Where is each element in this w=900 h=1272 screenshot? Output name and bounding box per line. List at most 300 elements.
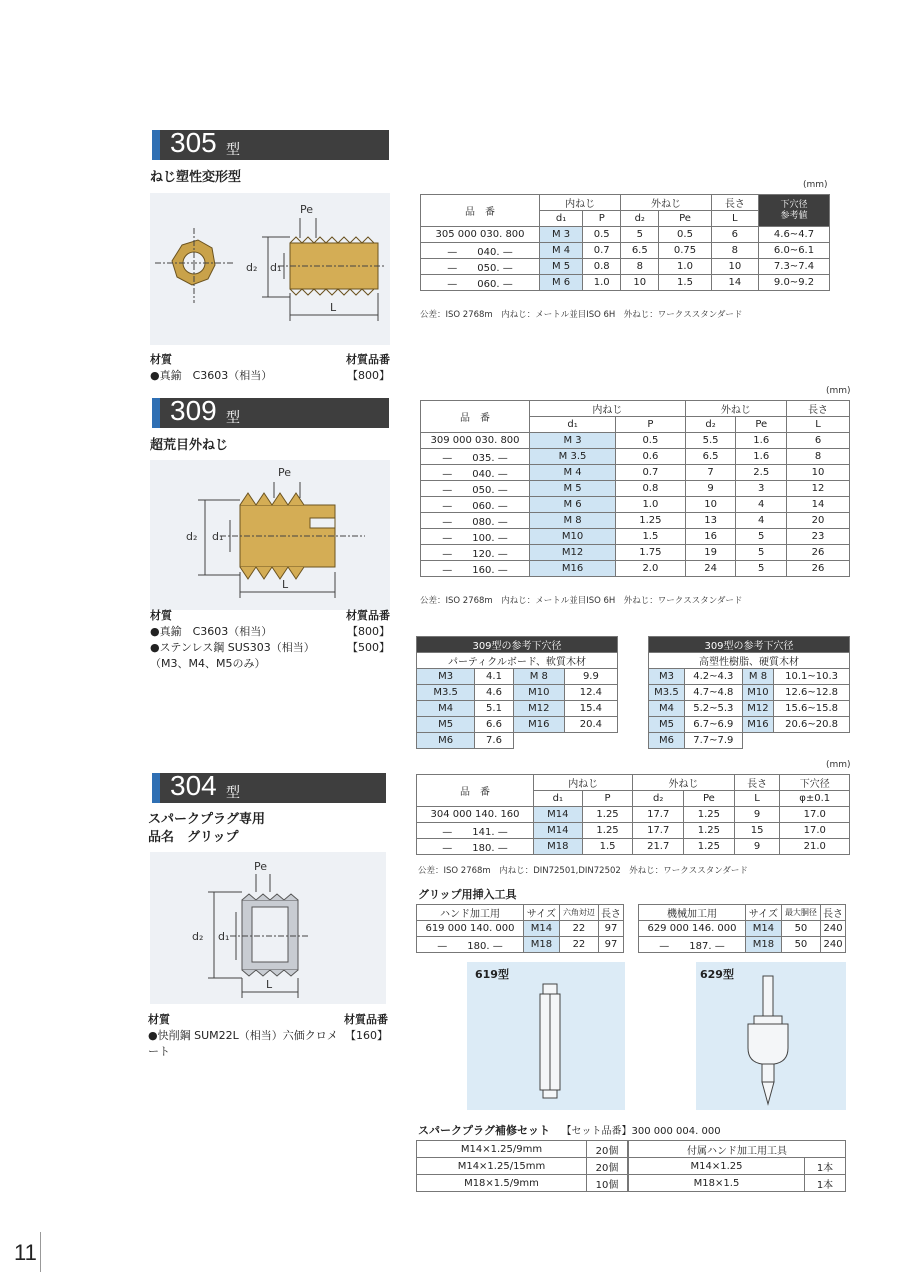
cell-pe: 5: [736, 561, 787, 577]
th-inner: 内ねじ: [530, 401, 686, 417]
section-type-suffix: 型: [226, 142, 240, 158]
cell-spec: M18×1.5: [629, 1175, 805, 1192]
cell-hole: 6.0~6.1: [759, 243, 830, 259]
cell-pe: 1.6: [736, 449, 787, 465]
table-row: [649, 733, 850, 749]
table-row: [421, 243, 830, 259]
cell-d2: 9: [685, 481, 736, 497]
pe-label: Pe: [278, 466, 292, 479]
cell-size: M 8: [513, 669, 564, 685]
cell-length: 240: [821, 937, 846, 953]
section-304-figure: [150, 852, 386, 1004]
cell-hole: 15.4: [564, 701, 617, 717]
cell-hole: 4.2~4.3: [684, 669, 742, 685]
table-row: [421, 481, 850, 497]
table-row: [417, 1158, 628, 1175]
hole-table-title: 309型の参考下穴径: [649, 637, 850, 653]
cell-pe: 3: [736, 481, 787, 497]
cell-d2: 6.5: [685, 449, 736, 465]
table-row: [417, 733, 618, 749]
cell-l: 10: [787, 465, 850, 481]
section-305-figure: [150, 193, 390, 345]
cell-part: — 120. —: [421, 545, 530, 561]
table-row: [417, 717, 618, 733]
cell-part: — 050. —: [421, 259, 540, 275]
cell-hole: 4.7~4.8: [684, 685, 742, 701]
material-code-label: 材質品番: [346, 609, 390, 622]
unit-305: (mm): [803, 180, 828, 190]
hole-table-soft: [416, 636, 618, 749]
pe-label: Pe: [300, 203, 314, 216]
cell-l: 20: [787, 513, 850, 529]
l-label: L: [266, 978, 273, 991]
th-hole: 下穴径: [780, 775, 850, 791]
cell-d2: 21.7: [633, 839, 684, 855]
cell-hex: 22: [559, 937, 598, 953]
cell-spec: M14×1.25: [629, 1158, 805, 1175]
cell-d2: 17.7: [633, 807, 684, 823]
th-d1: d₁: [540, 211, 583, 227]
cell-l: 14: [787, 497, 850, 513]
cell-hole: 4.1: [475, 669, 514, 685]
tool-629-figure: [696, 962, 846, 1110]
cell-d2: 17.7: [633, 823, 684, 839]
cell-size: M10: [742, 685, 773, 701]
th-l: L: [734, 791, 780, 807]
th-d1: d₁: [534, 791, 583, 807]
cell-size: M5: [649, 717, 685, 733]
th-length: 長さ: [711, 195, 758, 211]
page-number: 11: [14, 1240, 37, 1265]
material-name: ●快削鋼 SUM22L（相当）六価クロメート: [148, 1029, 338, 1058]
cell-qty: 1本: [805, 1158, 846, 1175]
insert-304-drawing: [150, 852, 386, 1004]
cell-size: M18: [523, 937, 559, 953]
th-outer: 外ねじ: [621, 195, 711, 211]
note-304: 公差：ISO 2768m 内ねじ：DIN72501,DIN72502 外ねじ：ワークススタンダード: [418, 866, 748, 876]
th-size: サイズ: [745, 905, 781, 921]
th-l: L: [711, 211, 758, 227]
cell-size: M4: [649, 701, 685, 717]
cell-l: 6: [711, 227, 758, 243]
unit-304: (mm): [826, 760, 851, 770]
cell-hole: 7.7~7.9: [684, 733, 742, 749]
cell-p: 1.25: [582, 807, 633, 823]
table-row: [649, 669, 850, 685]
tool-629-label: 629型: [700, 968, 734, 981]
cell-d2: 16: [685, 529, 736, 545]
cell-hole: 15.6~15.8: [774, 701, 850, 717]
cell-part: — 035. —: [421, 449, 530, 465]
table-row: [421, 465, 850, 481]
cell-size: M3: [649, 669, 685, 685]
table-row: [417, 937, 624, 953]
th-part: 品 番: [421, 195, 540, 227]
cell-l: 12: [787, 481, 850, 497]
cell-spec: M14×1.25/15mm: [417, 1158, 587, 1175]
repair-set-table: [416, 1140, 628, 1192]
d2-label: d₂: [186, 530, 198, 543]
cell-length: 97: [599, 921, 624, 937]
insert-305-drawing: [150, 193, 390, 345]
cell-p: 0.8: [616, 481, 686, 497]
table-row: [649, 701, 850, 717]
cell-part: — 180. —: [417, 937, 524, 953]
repair-tool-table: [628, 1140, 846, 1192]
cell-size: M14: [745, 921, 781, 937]
cell-size: M3.5: [417, 685, 475, 701]
th-outer: 外ねじ: [685, 401, 786, 417]
cell-pe: 1.25: [684, 823, 735, 839]
cell-part: — 160. —: [421, 561, 530, 577]
material-code-label: 材質品番: [344, 1013, 388, 1026]
cell-qty: 10個: [587, 1175, 628, 1192]
cell-hole: 17.0: [780, 823, 850, 839]
cell-hex: 22: [559, 921, 598, 937]
th-p: P: [582, 791, 633, 807]
cell-pe: 2.5: [736, 465, 787, 481]
th-p: P: [583, 211, 621, 227]
cell-p: 1.5: [582, 839, 633, 855]
cell-part: 309 000 030. 800: [421, 433, 530, 449]
cell-p: 0.6: [616, 449, 686, 465]
cell-d2: 5.5: [685, 433, 736, 449]
cell-part: — 100. —: [421, 529, 530, 545]
cell-hole: 7.6: [475, 733, 514, 749]
cell-size: M18: [745, 937, 781, 953]
cell-l: 26: [787, 545, 850, 561]
cell-d1: M16: [530, 561, 616, 577]
section-305-header: [152, 127, 389, 160]
section-number: 304: [170, 770, 217, 801]
cell-part: 305 000 030. 800: [421, 227, 540, 243]
cell-hole: 9.9: [564, 669, 617, 685]
table-row: [629, 1158, 846, 1175]
cell-size: M12: [513, 701, 564, 717]
hole-table-hard: [648, 636, 850, 749]
material-name: ●真鍮 C3603（相当）: [150, 625, 273, 638]
cell-size: M6: [649, 733, 685, 749]
header-stripe: [152, 398, 160, 428]
th-hole: 下穴径 参考値: [759, 195, 830, 227]
cell-pe: 5: [736, 529, 787, 545]
cell-hole: 10.1~10.3: [774, 669, 850, 685]
cell-pe: 1.6: [736, 433, 787, 449]
section-304-product-name: 品名 グリップ: [148, 830, 239, 845]
material-name: ●真鍮 C3603（相当）: [150, 369, 273, 382]
section-309-figure: [150, 460, 390, 610]
th-hand: ハンド加工用: [417, 905, 524, 921]
cell-hole: 12.6~12.8: [774, 685, 850, 701]
cell-p: 0.5: [616, 433, 686, 449]
table-row: [417, 823, 850, 839]
cell-l: 8: [711, 243, 758, 259]
cell-p: 0.7: [583, 243, 621, 259]
d2-label: d₂: [246, 261, 258, 274]
cell-part: 304 000 140. 160: [417, 807, 534, 823]
header-stripe: [152, 130, 160, 160]
cell-d1: M 5: [530, 481, 616, 497]
cell-hole: 5.2~5.3: [684, 701, 742, 717]
table-row: [417, 1141, 628, 1158]
cell-p: 1.5: [616, 529, 686, 545]
cell-part: 629 000 146. 000: [639, 921, 746, 937]
th-p: P: [616, 417, 686, 433]
tool-619-drawing: [467, 962, 625, 1110]
cell-pe: 1.25: [684, 807, 735, 823]
section-type-suffix: 型: [226, 410, 240, 426]
cell-part: 619 000 140. 000: [417, 921, 524, 937]
cell-qty: 20個: [587, 1141, 628, 1158]
table-row: [421, 497, 850, 513]
cell-part: — 180. —: [417, 839, 534, 855]
cell-d1: M 4: [530, 465, 616, 481]
spec-table-304: [416, 774, 850, 855]
cell-d1: M 5: [540, 259, 583, 275]
l-label: L: [330, 301, 337, 314]
cell-size: M16: [513, 717, 564, 733]
th-length: 長さ: [734, 775, 780, 791]
cell-spec: M18×1.5/9mm: [417, 1175, 587, 1192]
repair-set-title: スパークプラグ補修セット: [418, 1124, 550, 1137]
table-row: [421, 545, 850, 561]
cell-part: — 040. —: [421, 465, 530, 481]
d1-label: d₁: [270, 261, 282, 274]
th-length: 長さ: [599, 905, 624, 921]
material-code: 【800】: [347, 625, 390, 638]
table-row: [417, 685, 618, 701]
th-size: サイズ: [523, 905, 559, 921]
cell-pe: 1.25: [684, 839, 735, 855]
th-inner: 内ねじ: [540, 195, 621, 211]
cell-hole: 4.6: [475, 685, 514, 701]
tools-title: グリップ用挿入工具: [418, 888, 517, 901]
tool-619-label: 619型: [475, 968, 509, 981]
cell-l: 6: [787, 433, 850, 449]
cell-size: M6: [417, 733, 475, 749]
d1-label: d₁: [212, 530, 224, 543]
table-row: [417, 921, 624, 937]
hole-table-title: 309型の参考下穴径: [417, 637, 618, 653]
cell-p: 1.25: [582, 823, 633, 839]
cell-qty: 20個: [587, 1158, 628, 1175]
cell-part: — 040. —: [421, 243, 540, 259]
insert-309-drawing: [150, 460, 390, 610]
cell-max-dia: 50: [781, 937, 820, 953]
cell-size: M14: [523, 921, 559, 937]
table-row: [639, 921, 846, 937]
note-305: 公差：ISO 2768m 内ねじ：メートル並目ISO 6H 外ねじ：ワークススタンダード: [420, 310, 743, 320]
l-label: L: [282, 578, 289, 591]
cell-part: — 187. —: [639, 937, 746, 953]
hole-table-subtitle: 高塑性樹脂、硬質木材: [649, 653, 850, 669]
cell-hole: 20.6~20.8: [774, 717, 850, 733]
table-row: [629, 1175, 846, 1192]
cell-part: — 050. —: [421, 481, 530, 497]
cell-part: — 080. —: [421, 513, 530, 529]
cell-d2: 19: [685, 545, 736, 561]
material-code-label: 材質品番: [346, 353, 390, 366]
cell-max-dia: 50: [781, 921, 820, 937]
cell-hole: 21.0: [780, 839, 850, 855]
cell-l: 15: [734, 823, 780, 839]
cell-d1: M12: [530, 545, 616, 561]
cell-p: 0.8: [583, 259, 621, 275]
cell-pe: 5: [736, 545, 787, 561]
th-d1: d₁: [530, 417, 616, 433]
table-row: [417, 807, 850, 823]
spec-table-305: [420, 194, 830, 291]
cell-p: 1.75: [616, 545, 686, 561]
th-part: 品 番: [417, 775, 534, 807]
cell-hole: 12.4: [564, 685, 617, 701]
page-number-rule: [40, 1232, 41, 1272]
th-pe: Pe: [684, 791, 735, 807]
cell-hole: 20.4: [564, 717, 617, 733]
cell-l: 9: [734, 807, 780, 823]
section-type-suffix: 型: [226, 785, 240, 801]
cell-p: 1.0: [616, 497, 686, 513]
table-row: [639, 937, 846, 953]
section-305-material: [150, 352, 390, 384]
cell-pe: 1.0: [659, 259, 711, 275]
cell-p: 2.0: [616, 561, 686, 577]
cell-hole: 5.1: [475, 701, 514, 717]
table-row: [649, 717, 850, 733]
hand-tool-table: [416, 904, 624, 953]
section-number: 309: [170, 395, 217, 426]
pe-label: Pe: [254, 860, 268, 873]
cell-d2: 10: [621, 275, 659, 291]
cell-size: M16: [742, 717, 773, 733]
material-note: （M3、M4、M5のみ）: [150, 657, 266, 670]
hole-table-subtitle: パーティクルボード、軟質木材: [417, 653, 618, 669]
cell-p: 1.0: [583, 275, 621, 291]
cell-size: M3: [417, 669, 475, 685]
cell-d1: M18: [534, 839, 583, 855]
cell-size: M5: [417, 717, 475, 733]
section-309-subtitle: 超荒目外ねじ: [150, 438, 229, 453]
cell-hole: 4.6~4.7: [759, 227, 830, 243]
cell-l: 23: [787, 529, 850, 545]
cell-pe: 4: [736, 497, 787, 513]
th-outer: 外ねじ: [633, 775, 734, 791]
note-309: 公差：ISO 2768m 内ねじ：メートル並目ISO 6H 外ねじ：ワークススタンダード: [420, 596, 743, 606]
cell-p: 1.25: [616, 513, 686, 529]
section-309-material: [150, 608, 390, 672]
cell-part: — 141. —: [417, 823, 534, 839]
cell-d1: M14: [534, 823, 583, 839]
cell-hole: 17.0: [780, 807, 850, 823]
section-304-material: [148, 1012, 388, 1060]
table-row: [421, 513, 850, 529]
section-309-header: [152, 395, 389, 428]
th-max-dia: 最大胴径: [781, 905, 820, 921]
cell-d1: M 3: [530, 433, 616, 449]
cell-d1: M 6: [540, 275, 583, 291]
section-305-subtitle: ねじ塑性変形型: [150, 170, 242, 185]
cell-p: 0.7: [616, 465, 686, 481]
material-code: 【500】: [347, 641, 390, 654]
material-label: 材質: [150, 353, 172, 366]
th-tolerance: φ±0.1: [780, 791, 850, 807]
th-tool: 付属ハンド加工用工具: [629, 1141, 846, 1158]
cell-d1: M14: [534, 807, 583, 823]
cell-part: — 060. —: [421, 497, 530, 513]
cell-d2: 6.5: [621, 243, 659, 259]
spec-table-309: [420, 400, 850, 577]
table-row: [417, 839, 850, 855]
th-inner: 内ねじ: [534, 775, 633, 791]
material-name: ●ステンレス鋼 SUS303（相当）: [150, 641, 315, 654]
th-d2: d₂: [633, 791, 684, 807]
cell-hole: 7.3~7.4: [759, 259, 830, 275]
cell-length: 240: [821, 921, 846, 937]
material-code: 【160】: [345, 1029, 388, 1042]
table-row: [417, 701, 618, 717]
machine-tool-table: [638, 904, 846, 953]
table-row: [421, 449, 850, 465]
cell-hole: 6.7~6.9: [684, 717, 742, 733]
material-label: 材質: [148, 1013, 170, 1026]
tool-629-drawing: [696, 962, 846, 1110]
table-row: [421, 529, 850, 545]
th-l: L: [787, 417, 850, 433]
th-machine: 機械加工用: [639, 905, 746, 921]
repair-set-heading: [418, 1122, 721, 1138]
section-304-subtitle: スパークプラグ専用: [148, 812, 266, 827]
cell-d2: 5: [621, 227, 659, 243]
unit-309: (mm): [826, 386, 851, 396]
cell-d2: 24: [685, 561, 736, 577]
cell-d1: M 3: [540, 227, 583, 243]
cell-l: 9: [734, 839, 780, 855]
th-pe: Pe: [659, 211, 711, 227]
cell-part: — 060. —: [421, 275, 540, 291]
th-d2: d₂: [685, 417, 736, 433]
cell-d1: M 4: [540, 243, 583, 259]
cell-size: M3.5: [649, 685, 685, 701]
table-row: [649, 685, 850, 701]
cell-qty: 1本: [805, 1175, 846, 1192]
cell-d2: 10: [685, 497, 736, 513]
material-code: 【800】: [347, 369, 390, 382]
header-stripe: [152, 773, 160, 803]
d1-label: d₁: [218, 930, 230, 943]
table-row: [421, 259, 830, 275]
th-length: 長さ: [787, 401, 850, 417]
section-number: 305: [170, 127, 217, 158]
th-length: 長さ: [821, 905, 846, 921]
table-row: [421, 561, 850, 577]
cell-d1: M 8: [530, 513, 616, 529]
cell-pe: 4: [736, 513, 787, 529]
table-row: [417, 1175, 628, 1192]
section-304-header: [152, 770, 386, 803]
cell-d1: M10: [530, 529, 616, 545]
cell-d2: 8: [621, 259, 659, 275]
cell-p: 0.5: [583, 227, 621, 243]
th-part: 品 番: [421, 401, 530, 433]
th-hex: 六角対辺: [559, 905, 598, 921]
table-row: [421, 275, 830, 291]
cell-size: M12: [742, 701, 773, 717]
cell-d2: 13: [685, 513, 736, 529]
tool-619-figure: [467, 962, 625, 1110]
d2-label: d₂: [192, 930, 204, 943]
cell-l: 10: [711, 259, 758, 275]
cell-size: M 8: [742, 669, 773, 685]
